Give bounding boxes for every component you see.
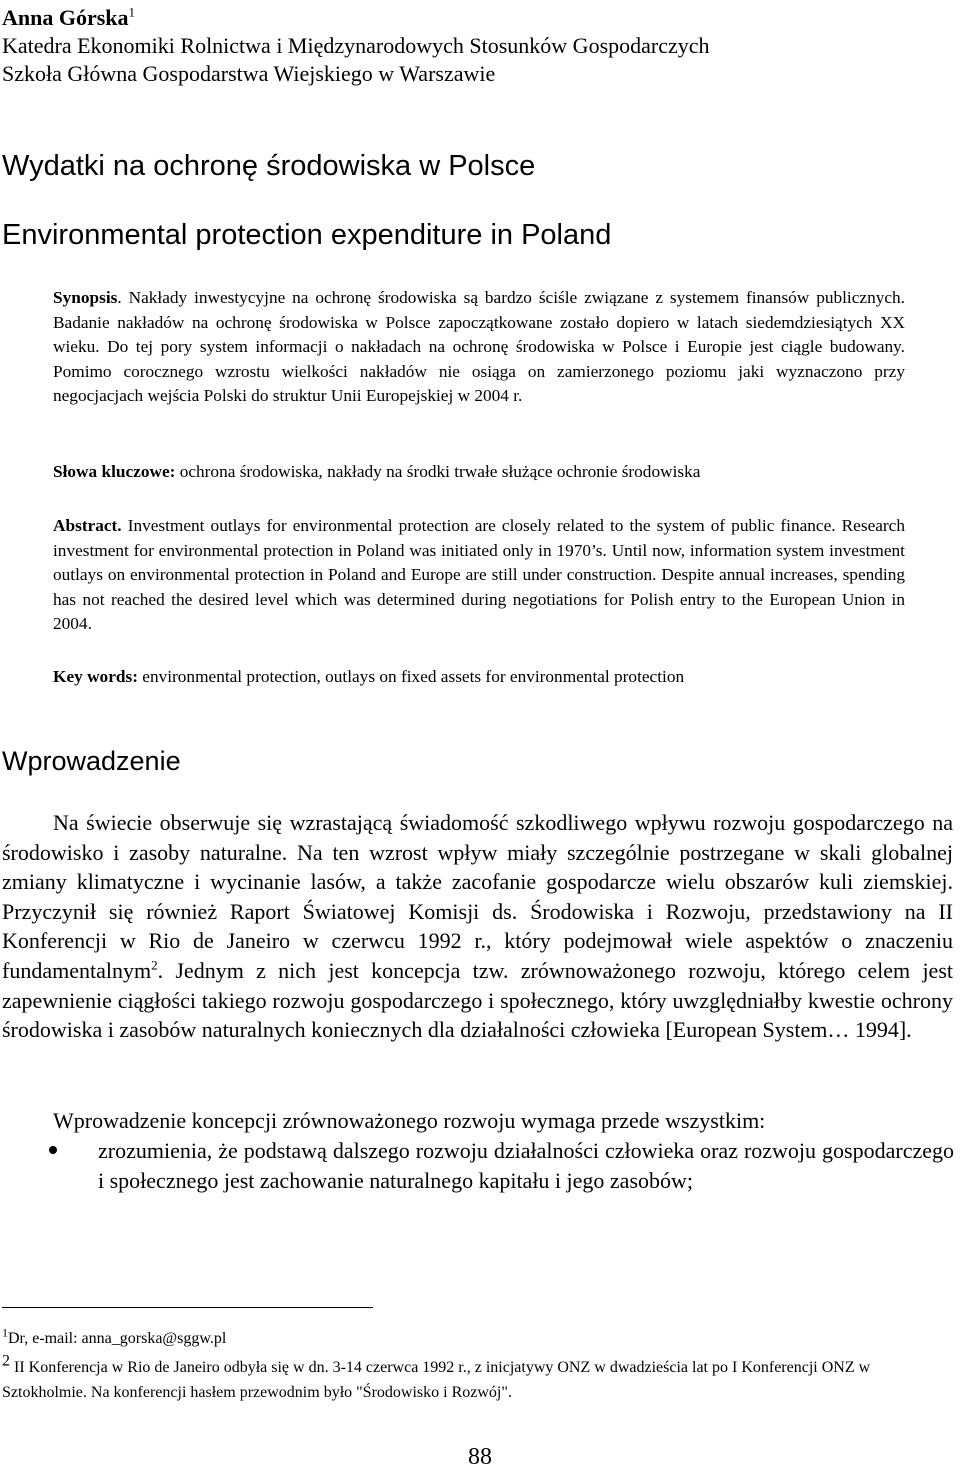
keywords-polish-text: ochrona środowiska, nakłady na środki trwałe służące ochronie środowiska	[175, 462, 701, 481]
author-footnote-mark: 1	[128, 4, 136, 20]
abstract-paragraph	[53, 514, 905, 637]
footnote-1	[2, 1326, 954, 1351]
author-name: Anna Górska	[2, 5, 129, 30]
footnote-divider	[2, 1307, 373, 1308]
body-paragraph-2: Wprowadzenie koncepcji zrównoważonego rozwoju wymaga przede wszystkim:	[53, 1108, 766, 1133]
keywords-english	[53, 665, 905, 690]
body-paragraph-1-part-2: . Jednym z nich jest koncepcja tzw. zrównoważonego rozwoju, którego celem jest zapewnienie ciągłości takiego rozwoju gospodarczego i społecznego, który uwzględniałby kwestie ochrony środowiska i zasobów naturalnych koniecznych dla działalności człowieka [European System… 1994].	[2, 957, 953, 1043]
keywords-polish-label: Słowa kluczowe:	[53, 462, 176, 481]
footnotes	[2, 1326, 954, 1405]
keywords-english-text: environmental protection, outlays on fixed assets for environmental protection	[137, 667, 685, 686]
footnote-1-text: Dr, e-mail: anna_gorska@sggw.pl	[8, 1330, 227, 1347]
footnote-1-mark: 1	[2, 1325, 8, 1340]
page-number: 88	[468, 1444, 492, 1470]
synopsis-label: Synopsis	[53, 288, 118, 307]
affiliation-university: Szkoła Główna Gospodarstwa Wiejskiego w Warszawie	[2, 61, 496, 86]
footnote-2	[2, 1352, 954, 1405]
synopsis-paragraph	[53, 286, 905, 409]
author-line	[2, 4, 710, 32]
bullet-item: zrozumienia, że podstawą dalszego rozwoju działalności człowieka oraz rozwoju gospodarczego i społecznego jest zachowanie naturalnego kapitału i jego zasobów;	[98, 1138, 954, 1193]
affiliation-department: Katedra Ekonomiki Rolnictwa i Międzynarodowych Stosunków Gospodarczych	[2, 33, 710, 58]
synopsis-text: . Nakłady inwestycyjne na ochronę środowiska są bardzo ściśle związane z systemem finansów publicznych. Badanie nakładów na ochronę środowiska w Polsce zapoczątkowane zostało dopiero w latach siedemdziesiątych XX wieku. Do tej pory system informacji o nakładach na ochronę środowiska w Polsce i Europie jest ciągle budowany. Pomimo corocznego wzrostu wielkości nakładów nie osiąga on zamierzonego poziomu jaki wyznaczono przy negocjacjach wejścia Polski do struktur Unii Europejskiej w 2004 r.	[53, 288, 905, 406]
keywords-polish	[53, 460, 905, 485]
body-text	[2, 808, 953, 1045]
footnote-2-text: II Konferencja w Rio de Janeiro odbyła się w dn. 3-14 czerwca 1992 r., z inicjatywy ONZ w dwadzieścia lat po I Konferencji ONZ w Sztokholmie. Na konferencji hasłem przewodnim było "Środowisko i Rozwój".	[2, 1359, 871, 1401]
abstract-label: Abstract.	[53, 516, 122, 535]
body-footnote-mark-2: 2	[151, 957, 158, 973]
title-english: Environmental protection expenditure in Poland	[2, 219, 612, 251]
keywords-english-label: Key words:	[53, 667, 138, 686]
abstract-text: Investment outlays for environmental protection are closely related to the system of public finance. Research investment for environmental protection in Poland was initiated only in 1970’s. Until now, information system investment outlays on environmental protection in Poland and Europe are still under construction. Despite annual increases, spending has not reached the desired level which was determined during negotiations for Polish entry to the European Union in 2004.	[53, 516, 905, 634]
bullet-icon	[49, 1146, 57, 1154]
footnote-2-mark: 2	[2, 1352, 10, 1370]
body-paragraph-1-part-1: Na świecie obserwuje się wzrastającą świadomość szkodliwego wpływu rozwoju gospodarczego na środowisko i zasoby naturalne. Na ten wzrost wpływ miały szczególnie postrzegane w skali globalnej zmiany klimatyczne i wycinanie lasów, a także zacofanie gospodarcze wielu obszarów kuli ziemskiej. Przyczynił się również Raport Światowej Komisji ds. Środowiska i Rozwoju, przedstawiony na II Konferencji w Rio de Janeiro w czerwcu 1992 r., który podejmował wiele aspektów o znaczeniu fundamentalnym	[2, 810, 953, 983]
body-paragraph-1	[2, 808, 953, 1045]
title-polish: Wydatki na ochronę środowiska w Polsce	[2, 150, 536, 182]
section-heading: Wprowadzenie	[2, 746, 181, 776]
author-block	[2, 4, 710, 88]
